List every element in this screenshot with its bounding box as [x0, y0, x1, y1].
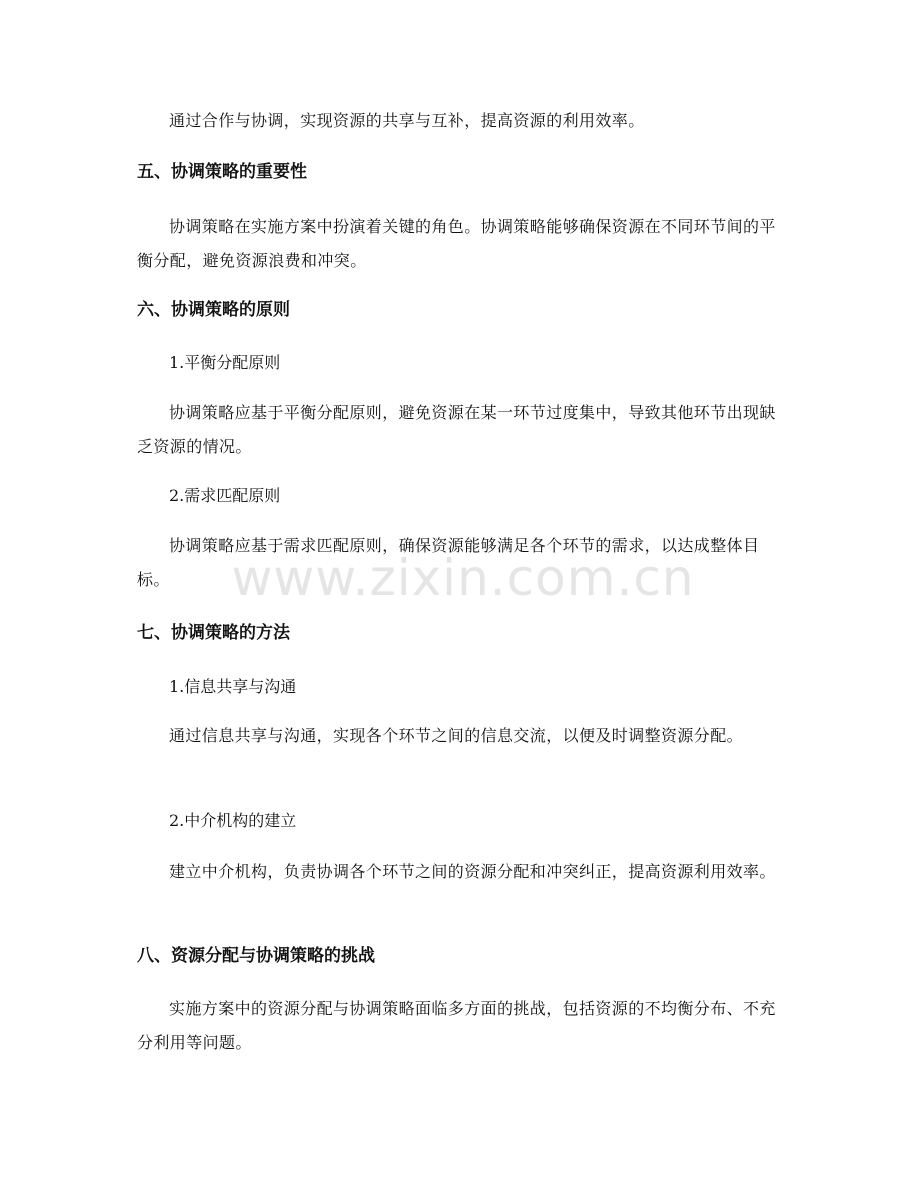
- heading-6: 六、协调策略的原则: [137, 300, 290, 320]
- heading-5: 五、协调策略的重要性: [137, 162, 307, 182]
- watermark: www.zixin.com.cn: [231, 549, 695, 607]
- heading-8: 八、资源分配与协调策略的挑战: [137, 946, 375, 966]
- paragraph-5: 通过信息共享与沟通，实现各个环节之间的信息交流，以便及时调整资源分配。: [169, 726, 744, 745]
- paragraph-1: 通过合作与协调，实现资源的共享与互补，提高资源的利用效率。: [169, 111, 645, 130]
- paragraph-3: 协调策略应基于平衡分配原则，避免资源在某一环节过度集中，导致其他环节出现缺乏资源的情况。: [137, 403, 776, 456]
- subheading-intermediary: 2.中介机构的建立: [169, 811, 297, 830]
- subheading-balance: 1.平衡分配原则: [169, 353, 281, 372]
- paragraph-2: 协调策略在实施方案中扮演着关键的角色。协调策略能够确保资源在不同环节间的平衡分配，避免资源浪费和冲突。: [137, 217, 776, 270]
- paragraph-7: 实施方案中的资源分配与协调策略面临多方面的挑战，包括资源的不均衡分布、不充分利用等问题。: [137, 999, 776, 1052]
- subheading-info: 1.信息共享与沟通: [169, 677, 297, 696]
- paragraph-6: 建立中介机构，负责协调各个环节之间的资源分配和冲突纠正，提高资源利用效率。: [169, 862, 776, 881]
- paragraph-4: 协调策略应基于需求匹配原则，确保资源能够满足各个环节的需求，以达成整体目标。: [137, 536, 760, 589]
- heading-7: 七、协调策略的方法: [137, 623, 290, 643]
- subheading-demand: 2.需求匹配原则: [169, 486, 281, 505]
